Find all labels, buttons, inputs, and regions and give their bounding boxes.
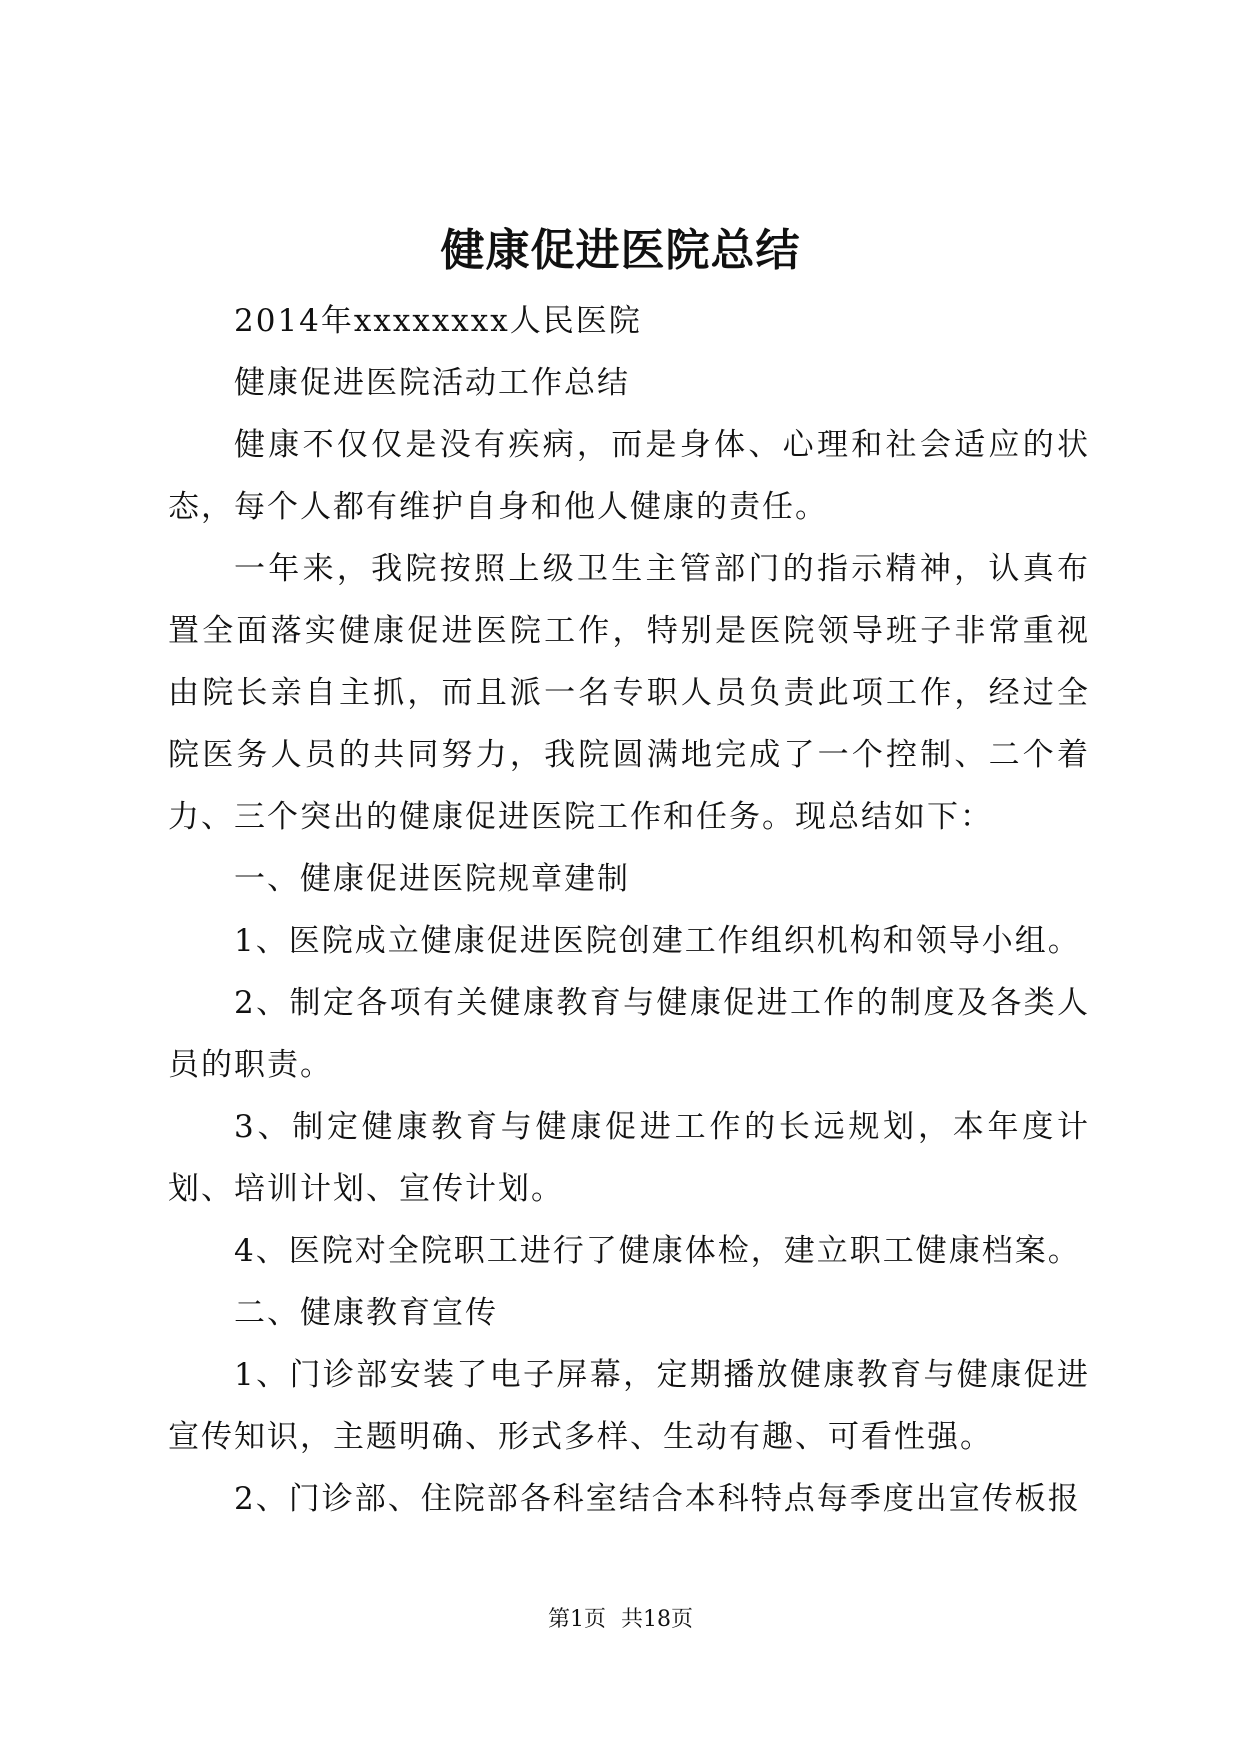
list-item-2-1: 1、门诊部安装了电子屏幕，定期播放健康教育与健康促进宣传知识，主题明确、形式多样、生动有趣、可看性强。 (168, 1357, 1090, 1455)
list-item-1-2: 2、制定各项有关健康教育与健康促进工作的制度及各类人员的职责。 (168, 985, 1090, 1083)
list-item-1-1: 1、医院成立健康促进医院创建工作组织机构和领导小组。 (234, 923, 1081, 959)
document-body (168, 290, 1090, 1530)
section-heading-1: 一、健康促进医院规章建制 (234, 861, 630, 897)
section-heading-2: 二、健康教育宣传 (234, 1295, 498, 1331)
list-item-1-3: 3、制定健康教育与健康促进工作的长远规划，本年度计划、培训计划、宣传计划。 (168, 1109, 1090, 1207)
list-item-1-4: 4、医院对全院职工进行了健康体检，建立职工健康档案。 (234, 1233, 1081, 1269)
paragraph-hospital-year: 2014年xxxxxxxx人民医院 (234, 303, 642, 339)
paragraph-subtitle: 健康促进医院活动工作总结 (234, 365, 630, 401)
paragraph-summary: 一年来，我院按照上级卫生主管部门的指示精神，认真布置全面落实健康促进医院工作，特别是医院领导班子非常重视由院长亲自主抓，而且派一名专职人员负责此项工作，经过全院医务人员的共同努力，我院圆满地完成了一个控制、二个着力、三个突出的健康促进医院工作和任务。现总结如下： (168, 551, 1090, 835)
page-number-footer: 第1页 共18页 (548, 1607, 693, 1632)
paragraph-intro: 健康不仅仅是没有疾病，而是身体、心理和社会适应的状态，每个人都有维护自身和他人健康的责任。 (168, 427, 1090, 525)
document-title: 健康促进医院总结 (440, 225, 801, 276)
list-item-2-2: 2、门诊部、住院部各科室结合本科特点每季度出宣传板报 (234, 1481, 1081, 1517)
